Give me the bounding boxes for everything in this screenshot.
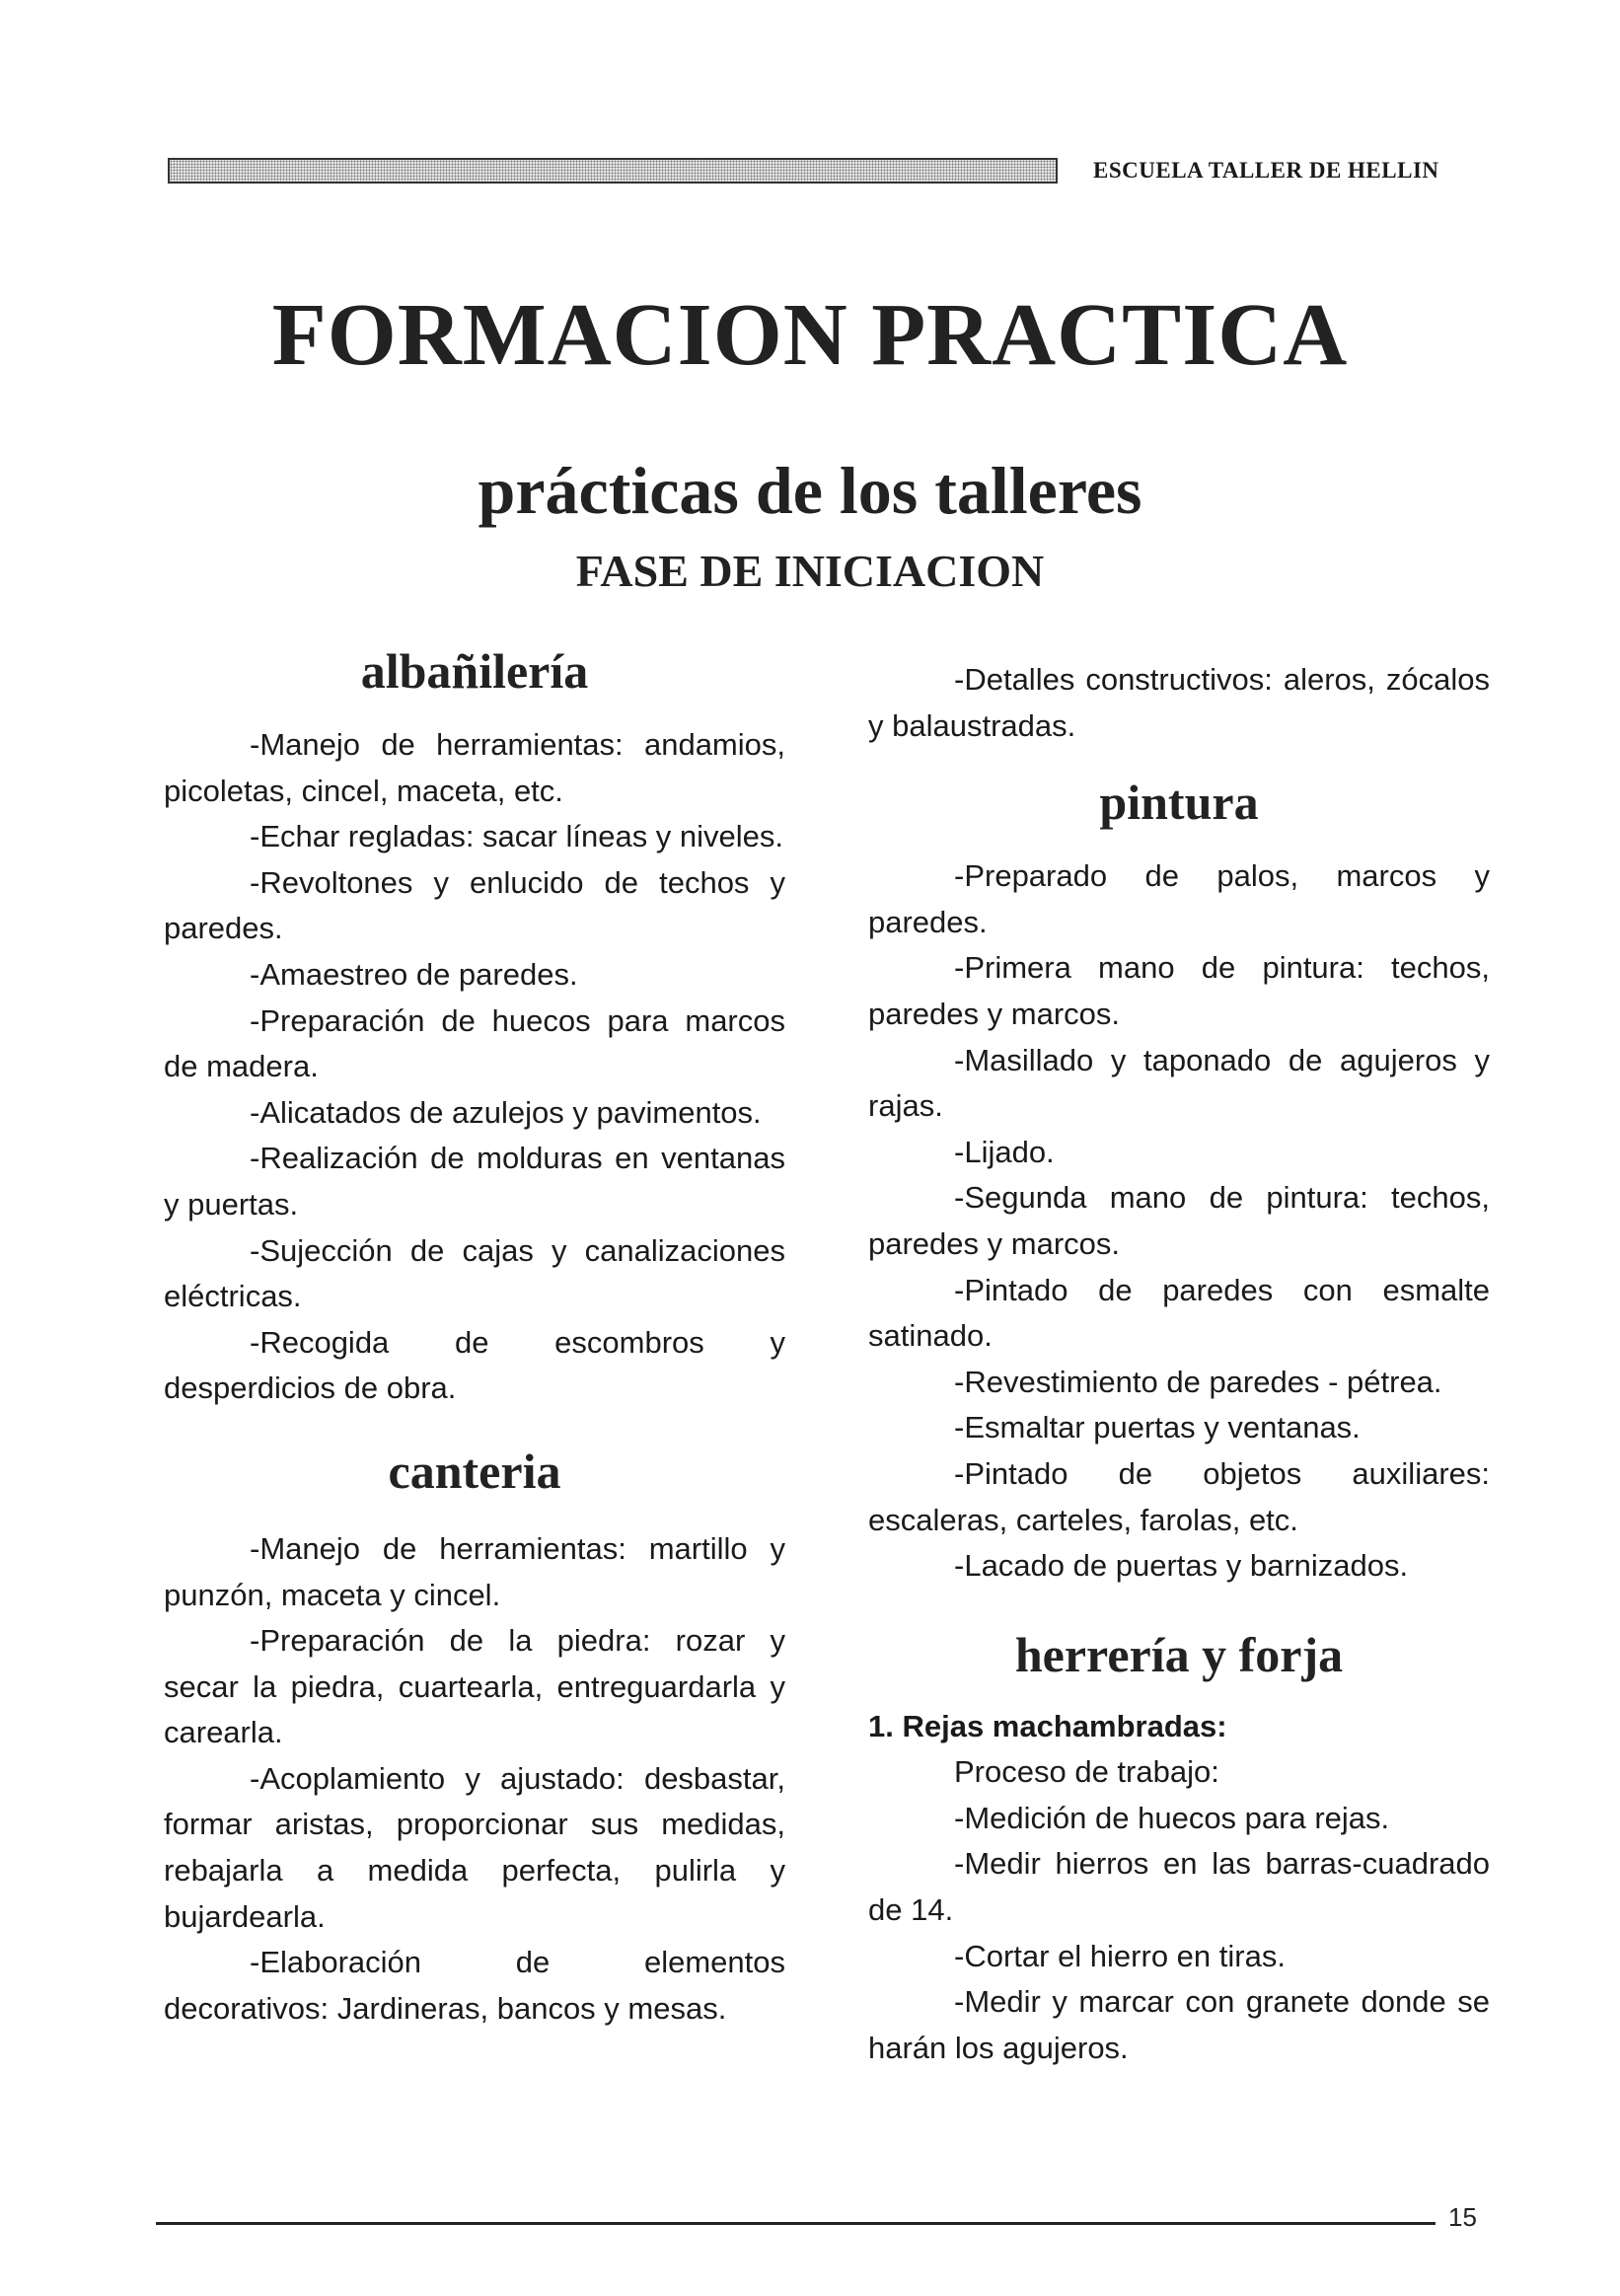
header-pattern-bar xyxy=(168,158,1058,184)
canteria-item: -Preparación de la piedra: rozar y secar la piedra, cuartearla, entreguardarla y carearla. xyxy=(164,1623,785,1750)
footer-rule xyxy=(156,2222,1436,2225)
albanileria-item: -Manejo de herramientas: andamios, picoletas, cincel, maceta, etc. xyxy=(164,727,785,808)
albanileria-item: -Echar regladas: sacar líneas y niveles. xyxy=(250,819,784,854)
pintura-item: -Pintado de objetos auxiliares: escaleras, carteles, farolas, etc. xyxy=(868,1455,1490,1537)
albanileria-item: -Revoltones y enlucido de techos y paredes. xyxy=(164,864,785,946)
left-column xyxy=(164,641,785,2032)
herreria-item: -Medir y marcar con granete donde se harán los agujeros. xyxy=(868,1984,1490,2065)
section-heading-canteria: canteria xyxy=(388,1443,561,1499)
herreria-item: -Medición de huecos para rejas. xyxy=(954,1800,1390,1835)
pintura-item: -Primera mano de pintura: techos, paredes y marcos. xyxy=(868,950,1490,1031)
pintura-item: -Preparado de palos, marcos y paredes. xyxy=(868,858,1490,939)
herreria-item: -Cortar el hierro en tiras. xyxy=(954,1938,1286,1973)
pintura-item: -Revestimiento de paredes - pétrea. xyxy=(954,1364,1442,1399)
page-subtitle: prácticas de los talleres xyxy=(478,453,1142,528)
albanileria-item: -Amaestreo de paredes. xyxy=(250,956,578,992)
albanileria-item: -Realización de molduras en ventanas y puertas. xyxy=(164,1141,785,1222)
page-title: FORMACION PRACTICA xyxy=(271,286,1349,384)
right-column xyxy=(868,657,1490,2071)
section-heading-albanileria: albañilería xyxy=(360,643,589,699)
page-number: 15 xyxy=(1448,2202,1477,2232)
albanileria-item: -Sujección de cajas y canalizaciones eléctricas. xyxy=(164,1232,785,1314)
pintura-item: -Segunda mano de pintura: techos, paredes y marcos. xyxy=(868,1180,1490,1261)
pintura-item: -Masillado y taponado de agujeros y rajas. xyxy=(868,1042,1490,1124)
herreria-subheading: 1. Rejas machambradas: xyxy=(868,1708,1227,1743)
phase-heading: FASE DE INICIACION xyxy=(575,546,1045,596)
section-heading-pintura: pintura xyxy=(1099,775,1259,831)
header-title: ESCUELA TALLER DE HELLIN xyxy=(1093,158,1439,183)
pintura-item: -Esmaltar puertas y ventanas. xyxy=(954,1410,1361,1445)
canteria-item: -Elaboración de elementos decorativos: Jardineras, bancos y mesas. xyxy=(164,1945,785,2026)
albanileria-item: -Recogida de escombros y desperdicios de obra. xyxy=(164,1324,785,1406)
canteria-item: -Acoplamiento y ajustado: desbastar, formar aristas, proporcionar sus medidas, rebajarla a medida perfecta, pulirla y bujardearla. xyxy=(164,1760,785,1934)
albanileria-item: -Alicatados de azulejos y pavimentos. xyxy=(250,1094,762,1130)
canteria-item: -Detalles constructivos: aleros, zócalos y balaustradas. xyxy=(868,662,1490,743)
pintura-item: -Lijado. xyxy=(954,1134,1055,1169)
pintura-item: -Pintado de paredes con esmalte satinado. xyxy=(868,1272,1490,1354)
section-heading-herreria: herrería y forja xyxy=(1014,1626,1344,1682)
pintura-item: -Lacado de puertas y barnizados. xyxy=(954,1548,1409,1584)
herreria-process-label: Proceso de trabajo: xyxy=(954,1754,1219,1790)
herreria-item: -Medir hierros en las barras-cuadrado de 14. xyxy=(868,1846,1490,1928)
albanileria-item: -Preparación de huecos para marcos de madera. xyxy=(164,1002,785,1084)
canteria-item: -Manejo de herramientas: martillo y punzón, maceta y cincel. xyxy=(164,1530,785,1612)
